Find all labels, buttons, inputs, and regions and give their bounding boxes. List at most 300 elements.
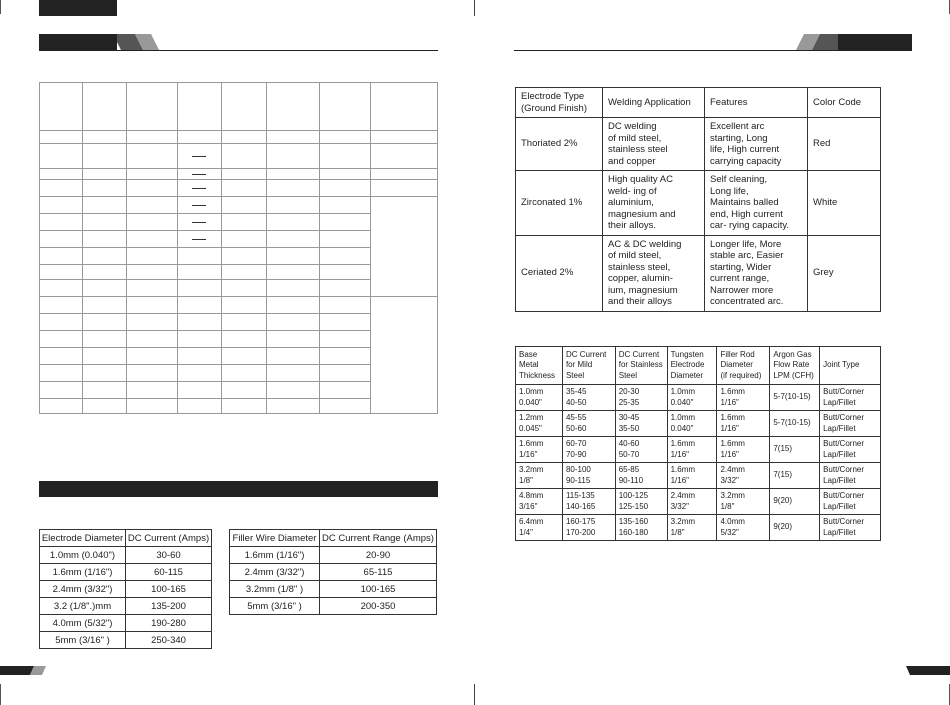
blank-cell (40, 197, 83, 214)
electrode-diameter-cell: 4.0mm (5/32") (40, 615, 126, 632)
blank-cell (320, 83, 371, 131)
param-cell-line: 140-165 (565, 501, 596, 511)
dc-current-range-cell: 200-350 (320, 598, 437, 615)
param-cell-line: 1.6mm (670, 439, 696, 448)
features-cell-line: starting, Wider (710, 261, 772, 273)
param-cell-line: 3/16" (519, 501, 538, 511)
blank-row (40, 197, 438, 214)
blank-cell (320, 314, 371, 331)
blank-cell (177, 169, 221, 180)
blank-cell (221, 365, 267, 382)
application-cell (603, 235, 705, 311)
param-cell-line: 5-7(10-15) (773, 392, 811, 402)
blank-cell (82, 131, 126, 144)
blank-cell (177, 280, 221, 297)
blank-cell (40, 248, 83, 265)
param-header-cell-line: (if required) (720, 370, 762, 380)
dc-current-cell: 250-340 (126, 632, 212, 649)
blank-row (40, 131, 438, 144)
param-cell-line: Lap/Fillet (823, 475, 856, 485)
blank-cell (40, 231, 83, 248)
param-cell (516, 463, 563, 489)
blank-cell (40, 169, 83, 180)
blank-cell (221, 265, 267, 280)
param-cell-line: 30-45 (618, 413, 640, 422)
param-header-cell-line: Base Metal (519, 349, 539, 370)
features-cell-line: life, High current (710, 144, 780, 155)
blank-cell (40, 365, 83, 382)
param-cell-line: Butt/Corner (823, 517, 864, 526)
param-cell (562, 437, 615, 463)
param-header-cell-line: Argon Gas (773, 349, 812, 359)
features-cell-line: concentrated arc. (710, 296, 784, 307)
dc-current-cell: 100-165 (126, 581, 212, 598)
blank-cell (320, 382, 371, 399)
color-code-cell: Grey (808, 235, 881, 311)
blank-cell (371, 180, 438, 197)
param-cell (615, 385, 667, 411)
blank-cell (371, 297, 438, 414)
param-cell (667, 463, 717, 489)
dash-mark (192, 222, 206, 223)
blank-cell (267, 144, 320, 169)
header-filler-wire-diameter: Filler Wire Diameter (230, 530, 320, 547)
blank-cell (82, 248, 126, 265)
param-cell-line: 80-100 (565, 465, 591, 474)
blank-cell (267, 83, 320, 131)
section-heading-bar (39, 481, 438, 497)
blank-cell (221, 180, 267, 197)
blank-cell (320, 297, 371, 314)
param-header-cell-line: Filler Rod (720, 349, 755, 359)
table-row (40, 598, 212, 615)
table-row (516, 411, 881, 437)
blank-cell (267, 248, 320, 265)
table-row (230, 598, 437, 615)
param-cell-line: 160-180 (618, 527, 649, 537)
blank-cell (267, 382, 320, 399)
features-cell-line: Maintains balled (710, 197, 779, 208)
left-footer-tab (0, 666, 46, 675)
application-cell-line: stainless steel (608, 144, 668, 155)
electrode-type-table (515, 87, 881, 312)
param-cell (820, 463, 881, 489)
electrode-diameter-cell: 2.4mm (3/32") (40, 581, 126, 598)
dc-current-cell: 30-60 (126, 547, 212, 564)
blank-cell (267, 331, 320, 348)
filler-wire-diameter-cell: 2.4mm (3/32") (230, 564, 320, 581)
param-cell-line: 1/16" (720, 397, 739, 407)
blank-cell (82, 83, 126, 131)
blank-grid-table (39, 82, 438, 414)
param-cell (770, 385, 820, 411)
param-cell-line: Butt/Corner (823, 387, 864, 396)
blank-cell (126, 214, 177, 231)
application-cell-line: of mild steel, (608, 250, 662, 261)
param-cell (820, 437, 881, 463)
blank-cell (221, 399, 267, 414)
param-header-cell (562, 347, 615, 385)
table-row (40, 615, 212, 632)
blank-cell (221, 131, 267, 144)
param-cell-line: 135-160 (618, 517, 649, 526)
frame-left-top (0, 0, 1, 14)
page-crease-bottom (474, 684, 475, 705)
param-cell-line: 1/8" (670, 527, 685, 537)
header-electrode-type: Electrode Type (Ground Finish) (516, 88, 603, 118)
header-dc-current: DC Current (Amps) (126, 530, 212, 547)
features-cell-line: Excellent arc (710, 121, 765, 132)
blank-cell (221, 169, 267, 180)
blank-cell (267, 265, 320, 280)
table-row (40, 564, 212, 581)
blank-cell (177, 131, 221, 144)
features-cell-line: carrying capacity (710, 155, 782, 167)
blank-cell (267, 214, 320, 231)
param-header-cell-line: Steel (618, 370, 637, 380)
blank-cell (126, 365, 177, 382)
blank-cell (126, 169, 177, 180)
param-cell (615, 411, 667, 437)
param-cell-line: 115-135 (565, 491, 595, 500)
param-cell-line: 1.0mm (670, 413, 696, 422)
param-header-cell-line: Diameter (670, 370, 704, 380)
blank-cell (177, 365, 221, 382)
param-cell-line: 1.0mm (519, 387, 544, 396)
blank-cell (177, 197, 221, 214)
param-cell-line: Butt/Corner (823, 413, 864, 422)
application-cell-line: their alloys. (608, 220, 657, 231)
table-row (516, 463, 881, 489)
param-cell (562, 489, 615, 515)
blank-cell (177, 231, 221, 248)
blank-cell (221, 231, 267, 248)
param-cell (717, 411, 770, 437)
blank-cell (320, 348, 371, 365)
blank-cell (221, 331, 267, 348)
features-cell-line: stable arc, Easier (710, 250, 784, 261)
blank-cell (126, 382, 177, 399)
blank-row (40, 180, 438, 197)
left-header-black-block (39, 34, 117, 50)
blank-cell (126, 331, 177, 348)
param-cell-line: 1.6mm (670, 465, 696, 474)
param-cell-line: 0.040" (519, 397, 542, 407)
param-cell-line: 1.2mm (519, 413, 544, 422)
left-header-tabs (113, 34, 159, 50)
table-row (516, 235, 881, 311)
header-welding-application: Welding Application (603, 88, 705, 118)
param-header-cell-line: DC Current (618, 349, 660, 359)
blank-cell (267, 180, 320, 197)
blank-cell (82, 214, 126, 231)
electrode-diameter-cell: 3.2 (1/8".)mm (40, 598, 126, 615)
param-cell-line: 1.6mm (720, 413, 745, 422)
param-cell-line: 7(15) (773, 470, 793, 480)
dc-current-range-cell: 65-115 (320, 564, 437, 581)
blank-cell (126, 231, 177, 248)
right-header-rule (514, 50, 912, 51)
blank-cell (267, 399, 320, 414)
blank-cell (320, 280, 371, 297)
blank-cell (126, 314, 177, 331)
blank-cell (177, 180, 221, 197)
param-cell (516, 411, 563, 437)
application-cell-line: AC & DC welding (608, 238, 682, 250)
left-header-rule (39, 50, 438, 51)
blank-cell (177, 265, 221, 280)
blank-cell (177, 83, 221, 131)
blank-cell (320, 197, 371, 214)
param-cell (820, 489, 881, 515)
table-row (516, 515, 881, 541)
dash-mark (192, 239, 206, 240)
blank-cell (126, 83, 177, 131)
param-cell (562, 463, 615, 489)
application-cell-line: High quality AC (608, 174, 673, 185)
blank-cell (126, 348, 177, 365)
param-cell-line: 170-200 (565, 527, 596, 537)
blank-cell (267, 314, 320, 331)
param-cell (770, 411, 820, 437)
color-code-cell: Red (808, 118, 881, 171)
application-cell-line: of mild steel, (608, 132, 662, 144)
blank-row (40, 169, 438, 180)
blank-cell (40, 297, 83, 314)
param-cell (717, 385, 770, 411)
blank-cell (82, 297, 126, 314)
application-cell-line: DC welding (608, 121, 657, 132)
param-cell-line: 1/8" (720, 501, 735, 511)
features-cell-line: Long life, (710, 185, 749, 197)
param-cell-line: 3/32" (670, 501, 690, 511)
param-cell-line: 25-35 (618, 397, 640, 407)
param-cell (770, 437, 820, 463)
blank-cell (82, 314, 126, 331)
features-cell (705, 171, 808, 236)
blank-cell (177, 248, 221, 265)
param-cell-line: 5/32" (720, 527, 739, 537)
features-cell-line: end, High current (710, 208, 783, 220)
blank-cell (320, 231, 371, 248)
blank-cell (177, 297, 221, 314)
param-cell (820, 411, 881, 437)
param-cell-line: 1/4" (519, 527, 533, 537)
param-cell (820, 515, 881, 541)
param-cell-line: 70-90 (565, 449, 587, 459)
electrode-diameter-cell: 5mm (3/16" ) (40, 632, 126, 649)
param-cell-line: 1/16" (720, 449, 739, 459)
application-cell-line: stainless steel, (608, 261, 671, 273)
blank-cell (221, 83, 267, 131)
param-header-cell-line: Diameter (720, 360, 753, 370)
param-cell-line: Butt/Corner (823, 439, 864, 448)
table-row (40, 581, 212, 598)
application-cell (603, 118, 705, 171)
application-cell-line: magnesium and (608, 208, 676, 220)
blank-cell (40, 331, 83, 348)
param-cell (516, 385, 563, 411)
blank-cell (320, 169, 371, 180)
features-cell-line: current range, (710, 273, 770, 284)
param-cell-line: Lap/Fillet (823, 423, 856, 433)
param-cell-line: 20-30 (618, 387, 640, 396)
table-header-row (230, 530, 437, 547)
param-header-cell-line: Tungsten (670, 349, 704, 359)
param-cell (667, 411, 717, 437)
blank-cell (82, 382, 126, 399)
blank-cell (221, 280, 267, 297)
dc-current-cell: 135-200 (126, 598, 212, 615)
blank-cell (177, 214, 221, 231)
dash-mark (192, 174, 206, 175)
param-cell-line: 4.8mm (519, 491, 544, 500)
param-cell (770, 489, 820, 515)
right-header-black-block (838, 34, 912, 50)
blank-row (40, 83, 438, 131)
param-header-cell-line: for Stainless (618, 360, 663, 370)
header-dc-current-range: DC Current Range (Amps) (320, 530, 437, 547)
param-cell (820, 385, 881, 411)
param-cell-line: 1.0mm (670, 387, 696, 396)
param-cell-line: 35-45 (565, 387, 587, 396)
table-row (516, 171, 881, 236)
blank-cell (40, 399, 83, 414)
param-cell (562, 411, 615, 437)
blank-cell (320, 399, 371, 414)
dc-current-cell: 60-115 (126, 564, 212, 581)
blank-cell (267, 280, 320, 297)
param-cell-line: 65-85 (618, 465, 640, 474)
blank-cell (126, 265, 177, 280)
param-cell (615, 489, 667, 515)
blank-cell (40, 314, 83, 331)
param-cell-line: 1.6mm (720, 439, 745, 448)
blank-cell (126, 131, 177, 144)
param-cell-line: 0.045" (519, 423, 542, 433)
param-cell-line: 9(20) (773, 496, 793, 506)
param-cell (562, 515, 615, 541)
param-cell-line: 0.040" (670, 397, 694, 407)
param-cell (516, 515, 563, 541)
blank-cell (267, 131, 320, 144)
blank-cell (320, 214, 371, 231)
blank-cell (40, 144, 83, 169)
param-cell-line: 3.2mm (519, 465, 544, 474)
param-header-cell (820, 347, 881, 385)
blank-cell (126, 144, 177, 169)
blank-row (40, 297, 438, 314)
param-cell-line: 2.4mm (720, 465, 745, 474)
blank-cell (177, 144, 221, 169)
blank-cell (177, 399, 221, 414)
table-row (230, 547, 437, 564)
param-cell-line: 9(20) (773, 522, 793, 532)
param-header-cell-line: Electrode (670, 360, 705, 370)
blank-cell (221, 314, 267, 331)
param-cell-line: 125-150 (618, 501, 649, 511)
dash-mark (192, 156, 206, 157)
features-cell-line: car- rying capacity. (710, 220, 790, 231)
blank-cell (40, 265, 83, 280)
blank-cell (221, 297, 267, 314)
dc-current-cell: 190-280 (126, 615, 212, 632)
param-cell (770, 463, 820, 489)
param-cell-line: 40-60 (618, 439, 640, 448)
param-cell-line: 100-125 (618, 491, 649, 500)
application-cell-line: copper, alumin- (608, 273, 673, 284)
param-header-cell (615, 347, 667, 385)
param-cell (516, 437, 563, 463)
electrode-type-cell: Zirconated 1% (516, 171, 603, 236)
blank-cell (267, 197, 320, 214)
blank-cell (40, 382, 83, 399)
param-cell (770, 515, 820, 541)
param-cell-line: 1/8" (519, 475, 533, 485)
blank-cell (126, 197, 177, 214)
blank-cell (221, 382, 267, 399)
blank-cell (371, 83, 438, 131)
blank-cell (221, 144, 267, 169)
blank-cell (126, 280, 177, 297)
dash-mark (192, 188, 206, 189)
header-electrode-diameter: Electrode Diameter (40, 530, 126, 547)
blank-cell (82, 331, 126, 348)
param-cell-line: 1.6mm (519, 439, 544, 448)
param-cell-line: Lap/Fillet (823, 449, 856, 459)
param-cell (667, 515, 717, 541)
param-cell (717, 463, 770, 489)
electrode-diameter-cell: 1.6mm (1/16") (40, 564, 126, 581)
blank-cell (320, 265, 371, 280)
blank-cell (177, 348, 221, 365)
blank-cell (82, 169, 126, 180)
param-header-cell-line: for Mild Steel (565, 360, 593, 380)
table-row (230, 564, 437, 581)
param-cell-line: Lap/Fillet (823, 397, 856, 407)
blank-cell (40, 180, 83, 197)
param-cell-line: 0.040" (670, 423, 694, 433)
param-cell-line: Butt/Corner (823, 465, 864, 474)
table-header-row (516, 88, 881, 118)
param-cell (667, 385, 717, 411)
blank-cell (177, 331, 221, 348)
param-cell (615, 515, 667, 541)
param-header-cell (770, 347, 820, 385)
blank-cell (82, 365, 126, 382)
blank-cell (221, 214, 267, 231)
blank-cell (320, 365, 371, 382)
left-header-black (39, 0, 117, 16)
welding-parameter-table (515, 346, 881, 541)
param-cell-line: 1/16" (670, 449, 690, 459)
color-code-cell: White (808, 171, 881, 236)
blank-cell (40, 280, 83, 297)
param-cell-line: 60-70 (565, 439, 587, 448)
filler-wire-diameter-cell: 1.6mm (1/16") (230, 547, 320, 564)
blank-cell (371, 197, 438, 297)
param-cell-line: 1/16" (670, 475, 690, 485)
param-cell-line: 3.2mm (720, 491, 745, 500)
blank-cell (126, 399, 177, 414)
param-cell-line: Lap/Fillet (823, 527, 856, 537)
blank-cell (371, 169, 438, 180)
param-cell-line: 40-50 (565, 397, 587, 407)
features-cell-line: Narrower more (710, 284, 774, 296)
blank-cell (320, 180, 371, 197)
param-cell-line: 4.0mm (720, 517, 745, 526)
table-header-row (516, 347, 881, 385)
